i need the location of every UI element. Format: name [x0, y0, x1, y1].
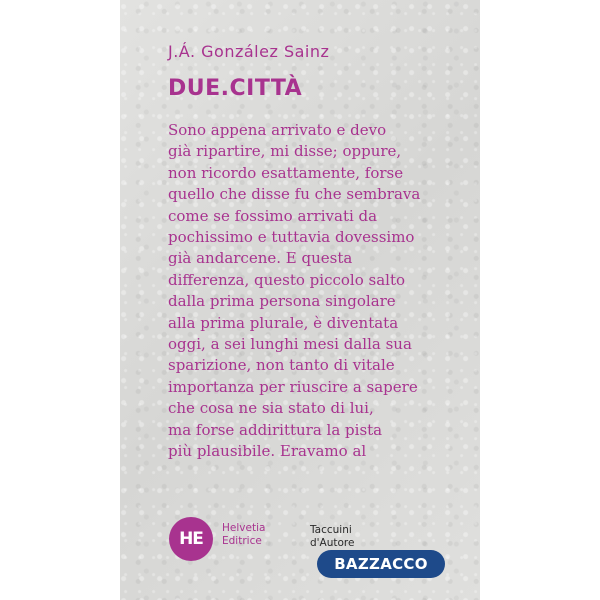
excerpt-line: che cosa ne sia stato di lui, — [168, 399, 374, 418]
excerpt-line: alla prima plurale, è diventata — [168, 313, 399, 332]
series-name-line1: Taccuini — [310, 524, 352, 536]
excerpt-line: dalla prima persona singolare — [168, 292, 396, 311]
excerpt-line: non ricordo esattamente, forse — [168, 163, 404, 182]
publisher-name-line2: Editrice — [222, 535, 262, 547]
excerpt-line: già ripartire, mi disse; oppure, — [168, 142, 402, 161]
excerpt-line: pochissimo e tuttavia dovessimo — [168, 228, 415, 247]
book-cover — [120, 0, 480, 600]
publisher-name-line1: Helvetia — [222, 522, 266, 534]
publisher-name — [222, 522, 265, 548]
series-badge: BAZZACCO — [317, 550, 445, 578]
cover-excerpt — [168, 120, 468, 463]
excerpt-line: importanza per riuscire a sapere — [168, 377, 418, 396]
excerpt-line: come se fossimo arrivati da — [168, 206, 378, 225]
excerpt-line: quello che disse fu che sembrava — [168, 185, 421, 204]
excerpt-line: sparizione, non tanto di vitale — [168, 356, 395, 375]
excerpt-line: Sono appena arrivato e devo — [168, 121, 387, 139]
excerpt-line: ma forse addirittura la pista — [168, 420, 383, 439]
excerpt-line: oggi, a sei lunghi mesi dalla sua — [168, 335, 412, 354]
publisher-logo-text: HE — [179, 529, 203, 549]
publisher-logo — [169, 517, 213, 561]
excerpt-line: più plausibile. Eravamo al — [168, 442, 367, 461]
series-name-line2: d'Autore — [310, 537, 355, 549]
book-title: DUE.CITTÀ — [168, 76, 303, 101]
excerpt-line: già andarcene. E questa — [168, 249, 353, 268]
series-name — [310, 524, 354, 550]
excerpt-line: differenza, questo piccolo salto — [168, 270, 406, 289]
author-name: J.Á. González Sainz — [168, 42, 330, 61]
